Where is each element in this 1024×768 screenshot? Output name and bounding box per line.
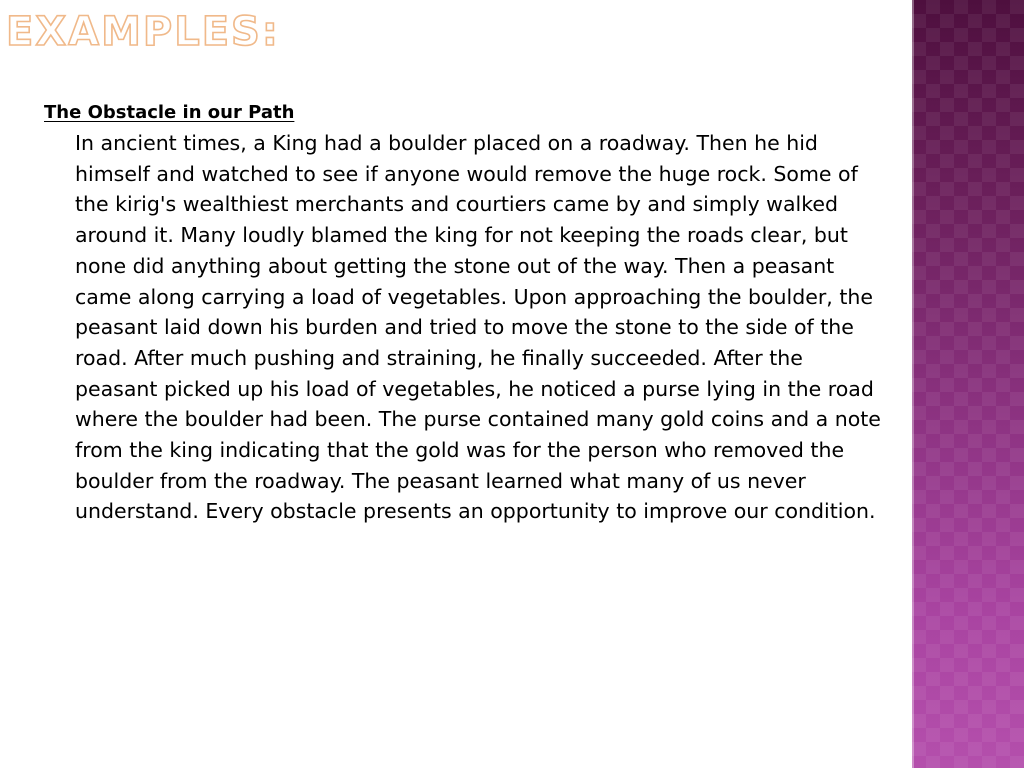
diamond-pattern <box>912 0 1024 768</box>
panel-edge <box>912 0 914 768</box>
story-title: The Obstacle in our Path <box>44 102 295 123</box>
decorative-side-panel <box>912 0 1024 768</box>
slide-title: EXAMPLES: <box>6 9 280 55</box>
story-body: In ancient times, a King had a boulder placed on a roadway. Then he hid himself and watched to see if anyone would remove the huge rock. Some of the kirig's wealthiest merchants and courtiers came by and simply walked around it. Many loudly blamed the king for not keeping the roads clear, but none did anything about getting the stone out of the way. Then a peasant came along carrying a load of vegetables. Upon approaching the boulder, the peasant laid down his burden and tried to move the stone to the side of the road. After much pushing and straining, he finally succeeded. After the peasant picked up his load of vegetables, he noticed a purse lying in the road where the boulder had been. The purse contained many gold coins and a note from the king indicating that the gold was for the person who removed the boulder from the roadway. The peasant learned what many of us never understand. Every obstacle presents an opportunity to improve our condition. <box>75 131 881 524</box>
